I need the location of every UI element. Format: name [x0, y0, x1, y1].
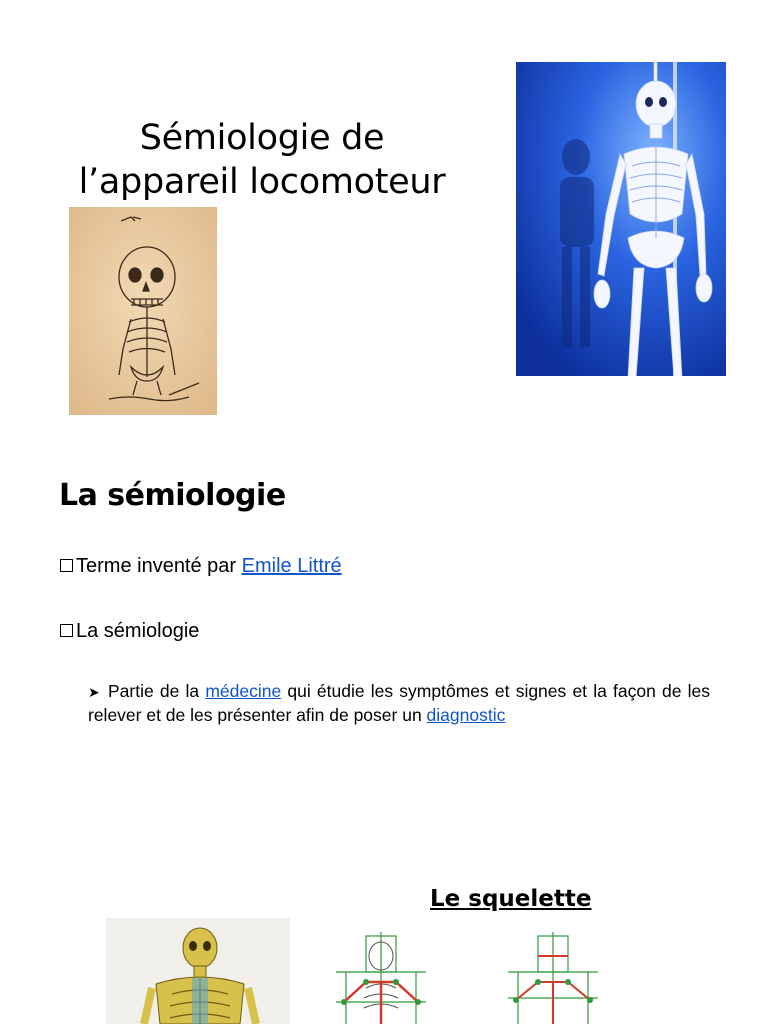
- diagnostic-link[interactable]: diagnostic: [426, 705, 506, 725]
- square-outline-icon: [60, 624, 73, 637]
- arrowhead-bullet-icon: ➤: [88, 684, 100, 700]
- skeleton-photo: [516, 62, 726, 376]
- proportion-diagram-1: [326, 932, 436, 1024]
- title-line-1: Sémiologie de: [139, 118, 385, 158]
- definition-text-1: Partie de la: [108, 681, 206, 701]
- sub-bullet-definition: [88, 680, 710, 727]
- bullet-terme: [60, 555, 342, 578]
- definition-text-2: qui étudie les symptômes et signes et la façon de les relever et de les présenter afin de poser un: [88, 681, 710, 725]
- anatomy-skeleton-image: [106, 918, 290, 1024]
- bullet-semiologie: [60, 620, 199, 643]
- square-outline-icon: [60, 559, 73, 572]
- medecine-link[interactable]: médecine: [205, 681, 282, 701]
- proportion-diagram-2: [500, 932, 606, 1024]
- bullet-semiologie-text: La sémiologie: [76, 620, 200, 642]
- title-line-2: l’appareil locomoteur: [78, 162, 446, 202]
- bullet-terme-text: Terme inventé par: [76, 555, 242, 577]
- section-heading: La sémiologie: [59, 478, 286, 513]
- emile-littre-link[interactable]: Emile Littré: [241, 555, 342, 577]
- squelette-heading: Le squelette: [430, 886, 592, 912]
- page-title: [40, 116, 484, 204]
- sketch-skeleton-image: [69, 207, 217, 415]
